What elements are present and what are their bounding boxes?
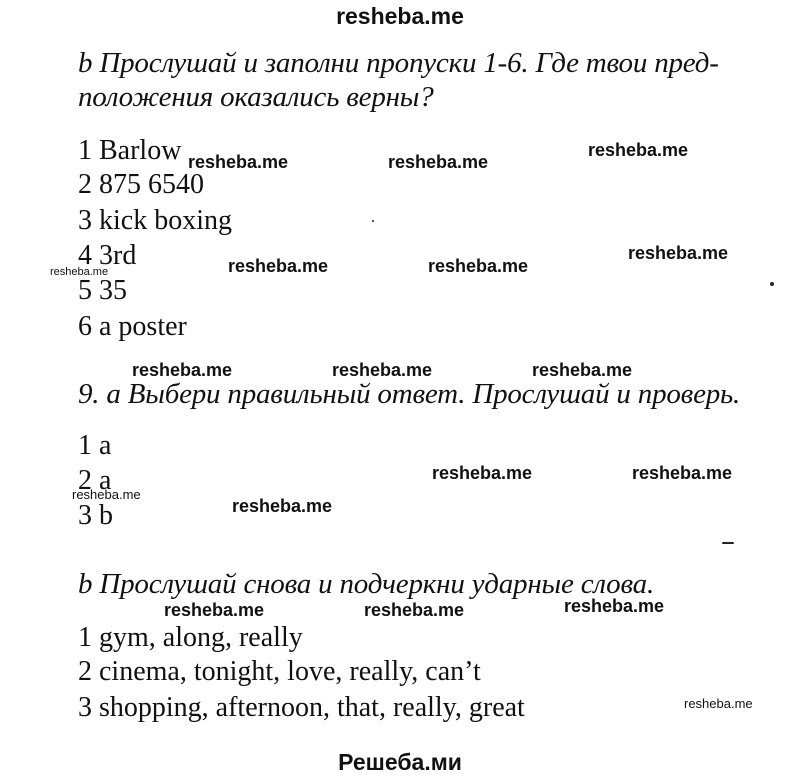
watermark: resheba.me [428, 256, 529, 276]
watermark: resheba.me [332, 360, 433, 380]
section-b2-answer-1: 1 gym, along, really [78, 622, 303, 653]
site-footer: Решеба.ми [338, 749, 462, 775]
watermark: resheba.me [564, 596, 665, 616]
scan-speck [722, 542, 734, 544]
watermark: resheba.me [232, 496, 333, 516]
section-b1-title-line2: положения оказались верны? [78, 81, 434, 113]
section-b1-answer-6: 6 a poster [78, 311, 187, 342]
watermark: resheba.me [684, 696, 753, 711]
watermark: resheba.me [532, 360, 633, 380]
watermark: resheba.me [72, 487, 141, 502]
scan-speck [372, 220, 374, 222]
scan-speck [770, 282, 774, 286]
watermark: resheba.me [364, 600, 465, 620]
section-b2-answer-3: 3 shopping, afternoon, that, really, great [78, 692, 525, 723]
section-b1-answer-1: 1 Barlow [78, 135, 182, 166]
watermark: resheba.me [228, 256, 329, 276]
section-b2-answer-2: 2 cinema, tonight, love, really, can’t [78, 656, 481, 687]
section-b2-title: b Прослушай снова и подчеркни ударные слова. [78, 568, 655, 600]
section-9a-answer-3: 3 b [78, 500, 113, 531]
watermark: resheba.me [132, 360, 233, 380]
watermark: resheba.me [588, 140, 689, 160]
section-b1-answer-4: 4 3rd [78, 240, 137, 271]
section-b1-answer-5: 5 35 [78, 275, 127, 306]
watermark: resheba.me [50, 266, 109, 278]
watermark: resheba.me [188, 152, 289, 172]
section-9a-answer-1: 1 a [78, 430, 112, 461]
section-b1-answer-2: 2 875 6540 [78, 169, 204, 200]
watermark: resheba.me [388, 152, 489, 172]
watermark: resheba.me [432, 463, 533, 483]
site-header: resheba.me [336, 3, 464, 29]
section-9a-answer-2: 2 a [78, 465, 112, 496]
section-9a-title: 9. a Выбери правильный ответ. Прослушай и проверь. [78, 378, 741, 410]
section-b1-title-line1: b Прослушай и заполни пропуски 1-6. Где твои пред- [78, 47, 719, 79]
watermark: resheba.me [632, 463, 733, 483]
watermark: resheba.me [164, 600, 265, 620]
section-b1-answer-3: 3 kick boxing [78, 205, 232, 236]
watermark: resheba.me [628, 243, 729, 263]
